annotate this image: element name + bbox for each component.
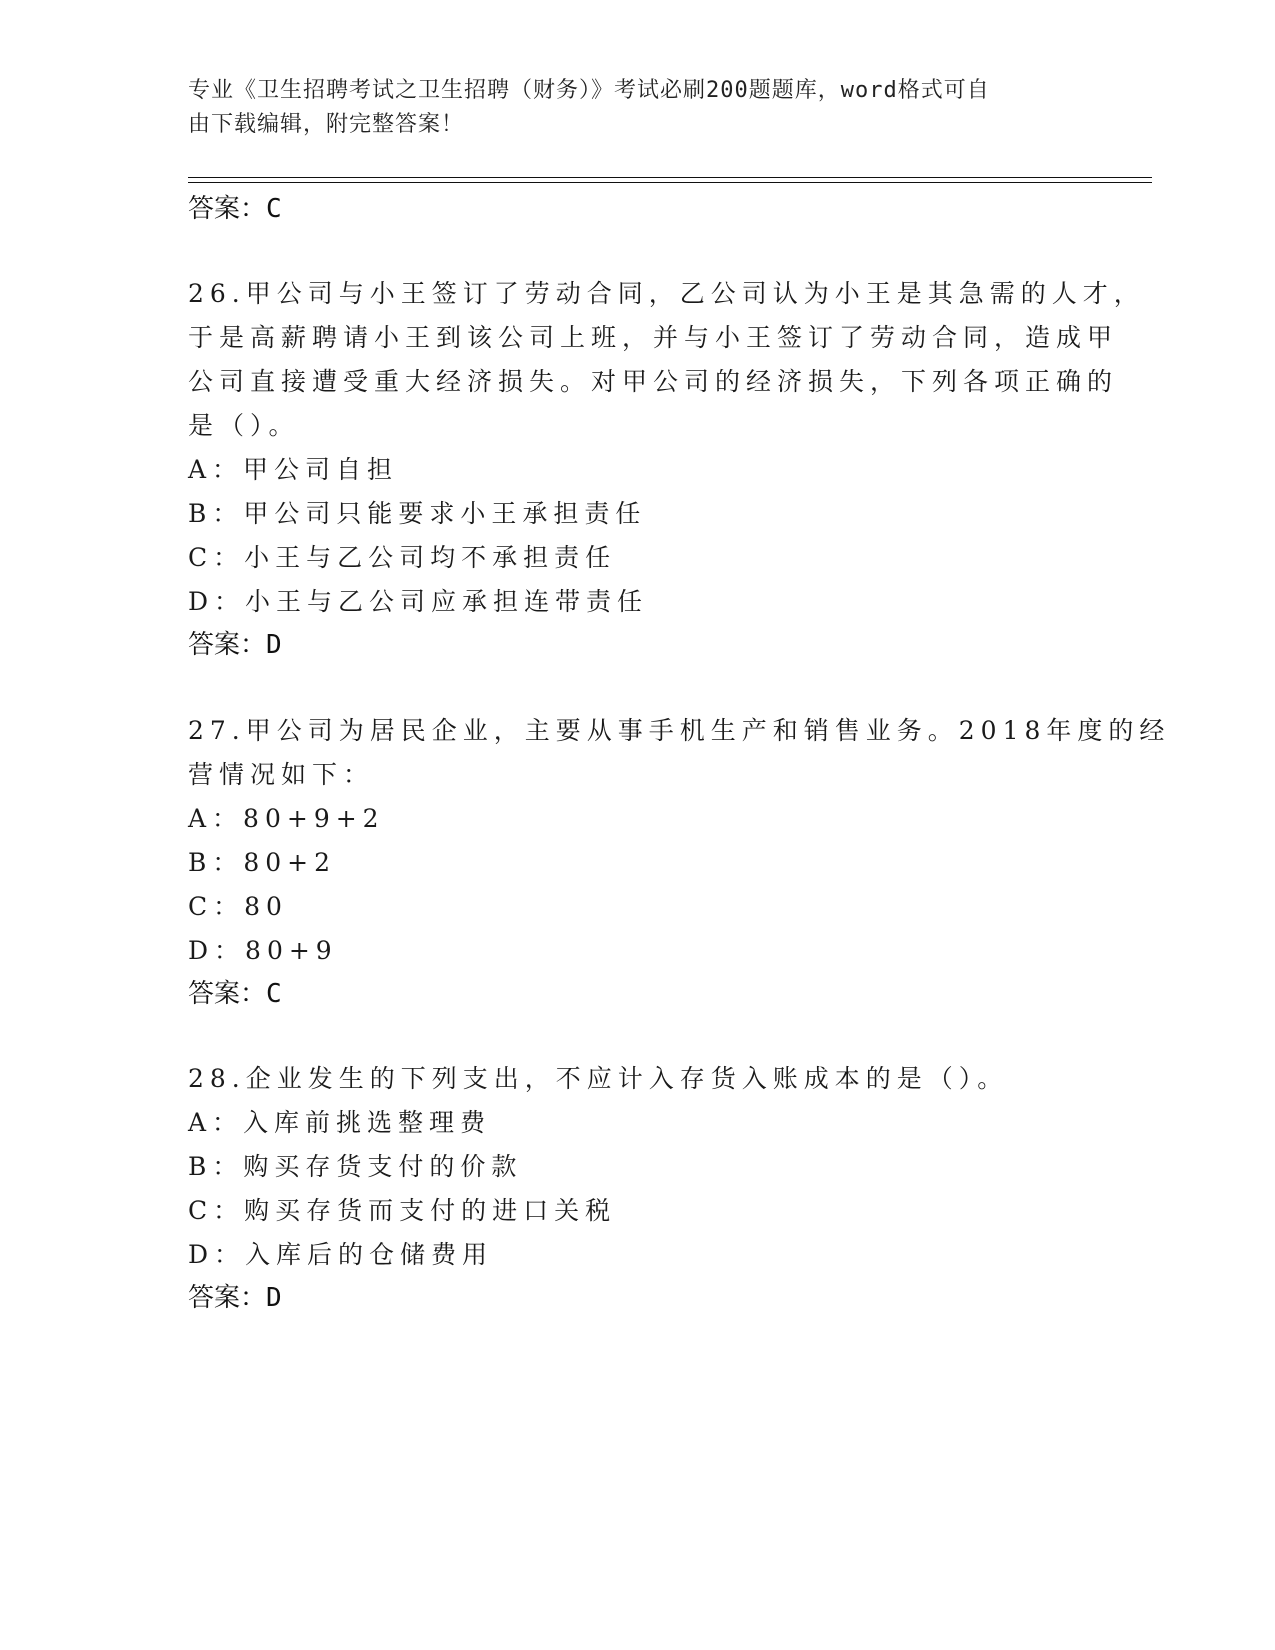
q26-stem-line-1: 26.甲公司与小王签订了劳动合同，乙公司认为小王是其急需的人才， [188,279,1145,308]
q27-stem-line-2: 营情况如下： [188,760,375,789]
q28-option-b: B：购买存货支付的价款 [188,1152,523,1181]
q27-option-b: B：80+2 [188,848,337,877]
prev-answer: 答案：C [188,194,282,224]
q26-answer: 答案：D [188,630,282,660]
q27-stem-line-1: 27.甲公司为居民企业，主要从事手机生产和销售业务。2018年度的经 [188,716,1171,745]
q28-option-d: D：入库后的仓储费用 [188,1240,494,1269]
q28-option-a: A：入库前挑选整理费 [188,1108,492,1137]
q26-option-a: A：甲公司自担 [188,455,399,484]
q27-option-d: D：80+9 [188,936,338,965]
q26-option-c: C：小王与乙公司均不承担责任 [188,543,617,572]
q26-option-b: B：甲公司只能要求小王承担责任 [188,499,647,528]
q28-answer: 答案：D [188,1283,282,1313]
q27-option-c: C：80 [188,892,288,921]
q26-option-d: D：小王与乙公司应承担连带责任 [188,587,649,616]
header-line-2: 由下载编辑，附完整答案！ [188,112,465,137]
q26-stem-line-3: 公司直接遭受重大经济损失。对甲公司的经济损失，下列各项正确的 [188,367,1119,396]
header-divider-top [188,177,1152,178]
header-divider-bottom [188,182,1152,183]
q27-answer: 答案：C [188,979,282,1009]
header-line-1: 专业《卫生招聘考试之卫生招聘（财务）》考试必刷200题题库，word格式可自 [188,78,990,103]
q26-stem-line-4: 是（）。 [188,411,300,440]
q28-option-c: C：购买存货而支付的进口关税 [188,1196,617,1225]
q26-stem-line-2: 于是高薪聘请小王到该公司上班，并与小王签订了劳动合同，造成甲 [188,323,1119,352]
q28-stem-line-1: 28.企业发生的下列支出，不应计入存货入账成本的是（）。 [188,1064,1009,1093]
document-header [188,74,1068,142]
q27-option-a: A：80+9+2 [188,804,385,833]
